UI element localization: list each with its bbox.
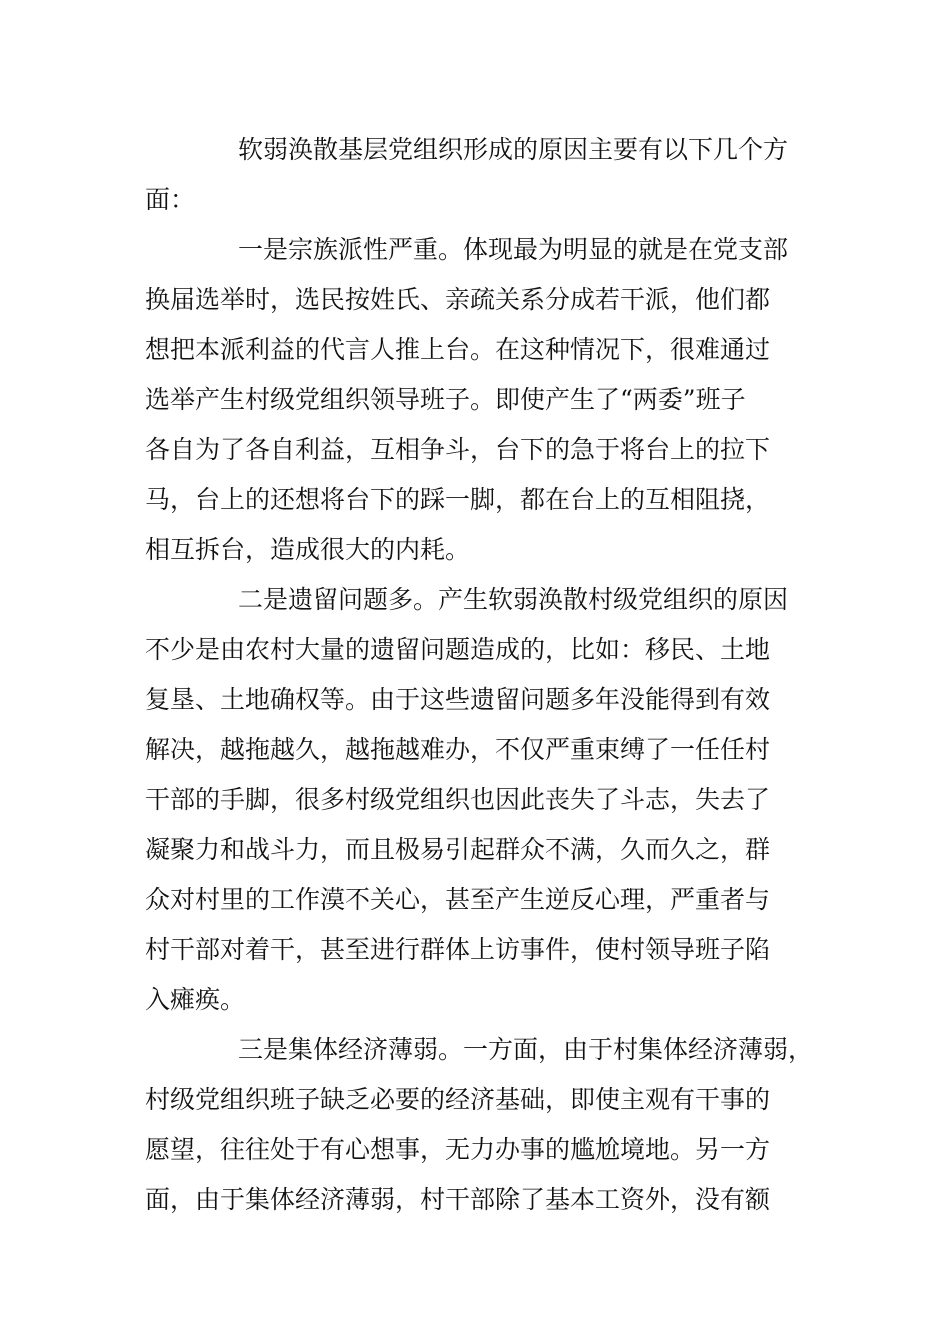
paragraph-4-line-1: 三是集体经济薄弱。一方面，由于村集体经济薄弱， [238,1035,814,1064]
paragraph-2-line-5: 各自为了各自利益，互相争斗，台下的急于将台上的拉下 [145,435,771,464]
paragraph-4-line-4: 面，由于集体经济薄弱，村干部除了基本工资外，没有额 [145,1185,771,1214]
paragraph-3-line-7: 众对村里的工作漠不关心，甚至产生逆反心理，严重者与 [145,885,771,914]
paragraph-2-line-6: 马，台上的还想将台下的踩一脚，都在台上的互相阻挠， [145,485,771,514]
paragraph-3-line-9: 入瘫痪。 [145,985,246,1014]
paragraph-4-line-2: 村级党组织班子缺乏必要的经济基础，即使主观有干事的 [145,1085,771,1114]
paragraph-3-line-5: 干部的手脚，很多村级党组织也因此丧失了斗志，失去了 [145,785,771,814]
paragraph-4-line-3: 愿望，往往处于有心想事，无力办事的尴尬境地。另一方 [145,1135,771,1164]
paragraph-3-line-6: 凝聚力和战斗力，而且极易引起群众不满，久而久之，群 [145,835,771,864]
paragraph-3-line-2: 不少是由农村大量的遗留问题造成的，比如：移民、土地 [145,635,771,664]
paragraph-1-line-1: 软弱涣散基层党组织形成的原因主要有以下几个方 [238,135,789,164]
paragraph-2-line-7: 相互拆台，造成很大的内耗。 [145,535,471,564]
paragraph-1-line-2: 面： [145,185,196,214]
paragraph-3-line-8: 村干部对着干，甚至进行群体上访事件，使村领导班子陷 [145,935,771,964]
paragraph-3-line-1: 二是遗留问题多。产生软弱涣散村级党组织的原因 [238,585,789,614]
paragraph-2-line-3: 想把本派利益的代言人推上台。在这种情况下，很难通过 [145,335,771,364]
paragraph-2-line-1: 一是宗族派性严重。体现最为明显的就是在党支部 [238,235,789,264]
paragraph-3-line-3: 复垦、土地确权等。由于这些遗留问题多年没能得到有效 [145,685,771,714]
paragraph-3-line-4: 解决，越拖越久，越拖越难办，不仅严重束缚了一任任村 [145,735,771,764]
paragraph-2-line-2: 换届选举时，选民按姓氏、亲疏关系分成若干派，他们都 [145,285,771,314]
paragraph-2-line-4: 选举产生村级党组织领导班子。即使产生了“两委”班子 [145,385,746,414]
